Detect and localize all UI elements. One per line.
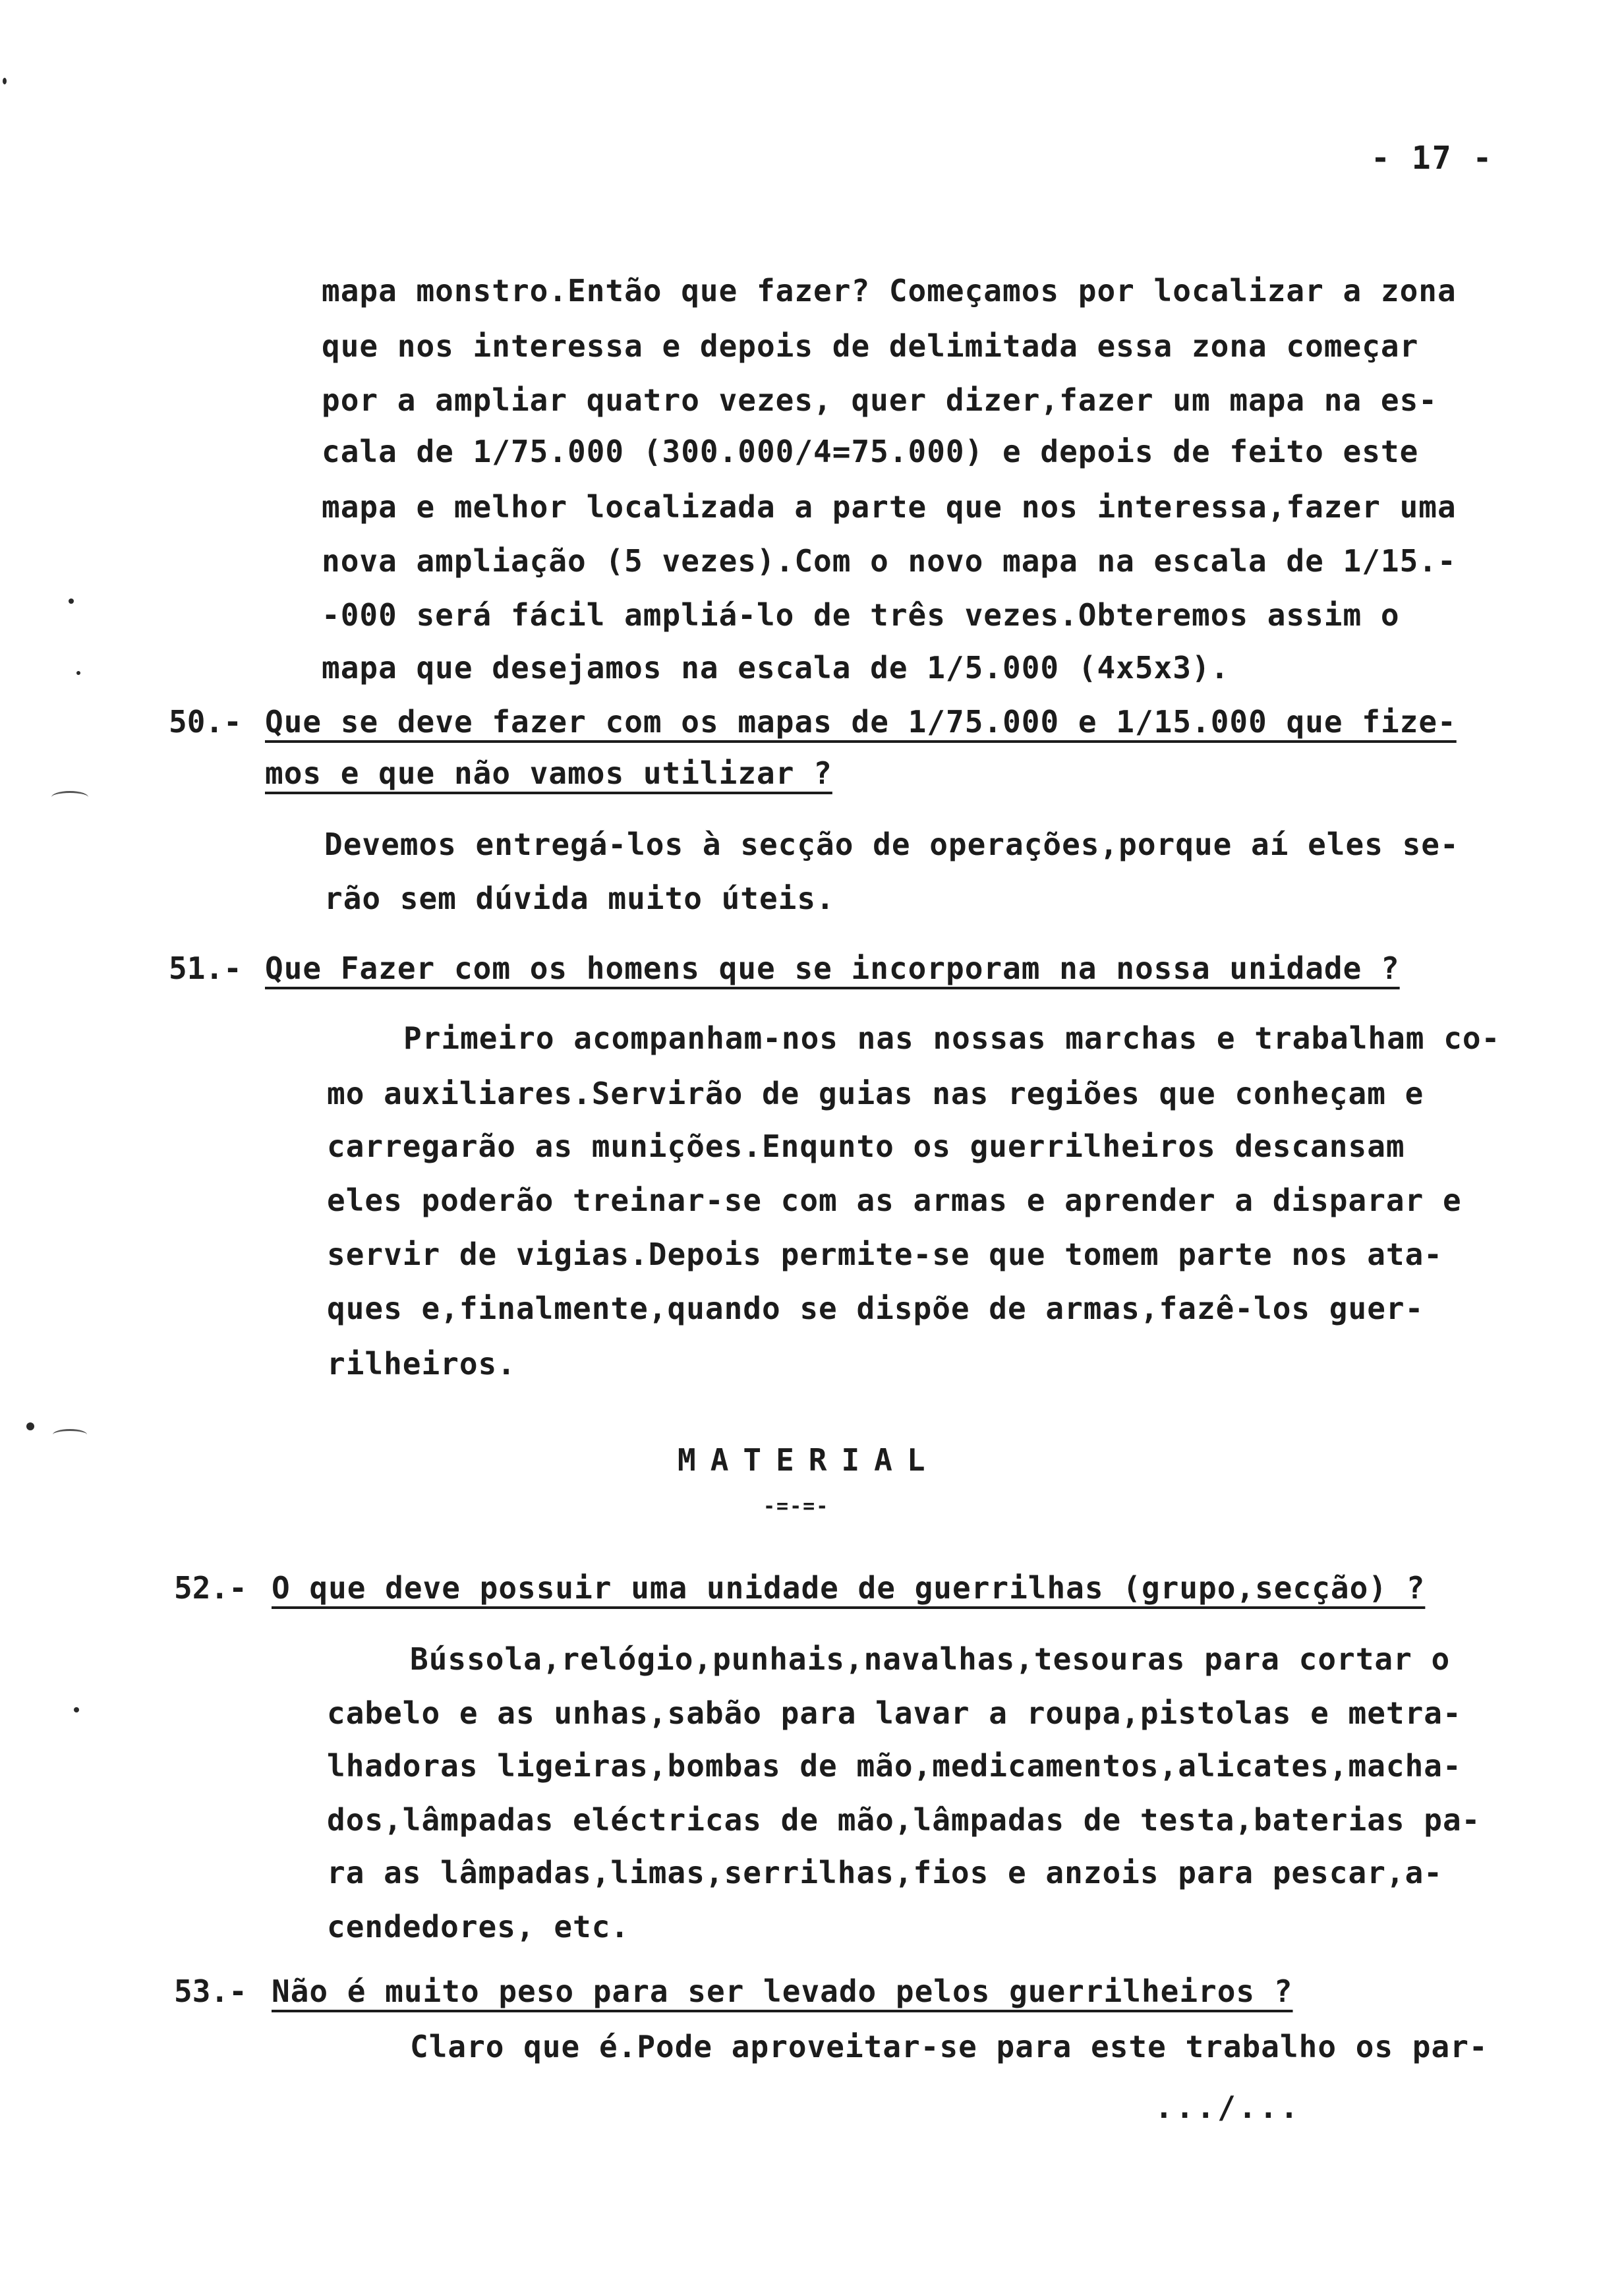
intro-line: que nos interessa e depois de delimitada essa zona começar	[322, 328, 1419, 364]
answer-line: Primeiro acompanham-nos nas nossas marchas e trabalham co-	[403, 1020, 1501, 1056]
intro-line: mapa monstro.Então que fazer? Começamos por localizar a zona	[322, 273, 1457, 308]
intro-line: por a ampliar quatro vezes, quer dizer,fazer um mapa na es-	[322, 382, 1437, 418]
question-number: 51.-	[169, 950, 242, 986]
question-number: 50.-	[169, 704, 242, 740]
scan-mark	[51, 791, 88, 803]
continuation-marker: .../...	[1155, 2089, 1301, 2125]
answer-line: rão sem dúvida muito úteis.	[324, 881, 835, 916]
scan-speck	[74, 1707, 79, 1712]
scan-speck	[26, 1422, 34, 1430]
section-rule: -=-=-	[763, 1495, 830, 1518]
answer-line: rilheiros.	[327, 1346, 516, 1382]
scan-speck	[3, 78, 7, 84]
question-number: 53.-	[174, 1973, 247, 2009]
intro-line: mapa que desejamos na escala de 1/5.000 (4x5x3).	[322, 650, 1230, 686]
intro-line: mapa e melhor localizada a parte que nos interessa,fazer uma	[322, 489, 1457, 525]
question-text: Não é muito peso para ser levado pelos guerrilheiros ?	[272, 1973, 1293, 2009]
intro-line: -000 será fácil ampliá-lo de três vezes.Obteremos assim o	[322, 597, 1400, 633]
question-text: O que deve possuir uma unidade de guerrilhas (grupo,secção) ?	[272, 1570, 1426, 1606]
scan-speck	[76, 671, 80, 675]
scan-speck	[69, 599, 74, 604]
question-text: Que Fazer com os homens que se incorporam na nossa unidade ?	[265, 950, 1400, 986]
answer-line: lhadoras ligeiras,bombas de mão,medicamentos,alicates,macha-	[327, 1748, 1462, 1784]
answer-line: cendedores, etc.	[327, 1909, 630, 1944]
answer-line: Claro que é.Pode aproveitar-se para este trabalho os par-	[410, 2029, 1488, 2064]
question-number: 52.-	[174, 1570, 247, 1606]
answer-line: Bússola,relógio,punhais,navalhas,tesouras para cortar o	[410, 1641, 1451, 1677]
answer-line: Devemos entregá-los à secção de operações,porque aí eles se-	[324, 827, 1459, 862]
answer-line: cabelo e as unhas,sabão para lavar a roupa,pistolas e metra-	[327, 1695, 1462, 1731]
answer-line: ra as lâmpadas,limas,serrilhas,fios e anzois para pescar,a-	[327, 1855, 1443, 1890]
page-number: - 17 -	[1371, 140, 1494, 177]
answer-line: ques e,finalmente,quando se dispõe de armas,fazê-los guer-	[327, 1291, 1424, 1326]
answer-line: servir de vigias.Depois permite-se que tomem parte nos ata-	[327, 1237, 1443, 1272]
question-text: Que se deve fazer com os mapas de 1/75.000 e 1/15.000 que fize-	[265, 704, 1457, 740]
answer-line: dos,lâmpadas eléctricas de mão,lâmpadas de testa,baterias pa-	[327, 1802, 1481, 1838]
answer-line: eles poderão treinar-se com as armas e aprender a disparar e	[327, 1183, 1462, 1218]
scan-mark	[53, 1429, 87, 1440]
answer-line: carregarão as munições.Enqunto os guerrilheiros descansam	[327, 1128, 1405, 1164]
intro-line: cala de 1/75.000 (300.000/4=75.000) e depois de feito este	[322, 434, 1419, 469]
intro-line: nova ampliação (5 vezes).Com o novo mapa na escala de 1/15.-	[322, 543, 1457, 579]
question-text: mos e que não vamos utilizar ?	[265, 755, 832, 791]
section-title: MATERIAL	[678, 1442, 940, 1478]
answer-line: mo auxiliares.Servirão de guias nas regiões que conheçam e	[327, 1076, 1424, 1111]
